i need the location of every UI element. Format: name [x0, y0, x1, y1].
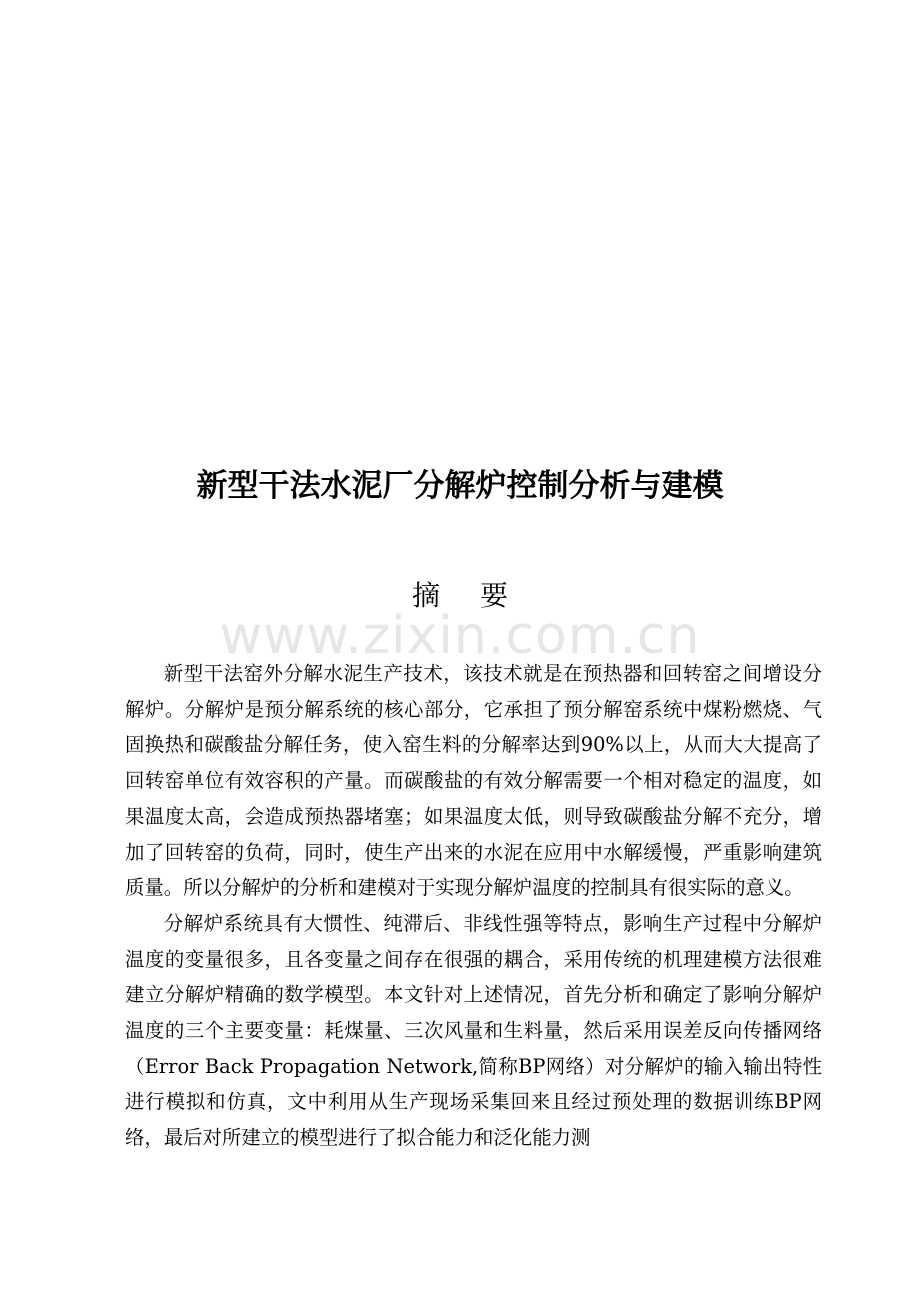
watermark-text: www.zixin.com.cn — [219, 606, 701, 666]
abstract-body — [125, 656, 822, 1156]
abstract-paragraph-2: 分解炉系统具有大惯性、纯滞后、非线性强等特点，影响生产过程中分解炉温度的变量很多，且各变量之间存在很强的耦合，采用传统的机理建模方法很难建立分解炉精确的数学模型。本文针对上述情况，首先分析和确定了影响分解炉温度的三个主要变量：耗煤量、三次风量和生料量，然后采用误差反向传播网络（Error Back Propagation Network,简称BP网络）对分解炉的输入输出特性进行模拟和仿真，文中利用从生产现场采集回来且经过预处理的数据训练BP网络，最后对所建立的模型进行了拟合能力和泛化能力测 — [125, 911, 822, 1150]
document-title: 新型干法水泥厂分解炉控制分析与建模 — [196, 468, 724, 504]
abstract-paragraph-1: 新型干法窑外分解水泥生产技术，该技术就是在预热器和回转窑之间增设分解炉。分解炉是预分解系统的核心部分，它承担了预分解窑系统中煤粉燃烧、气固换热和碳酸盐分解任务，使入窑生料的分解率达到90%以上，从而大大提高了回转窑单位有效容积的产量。而碳酸盐的有效分解需要一个相对稳定的温度，如果温度太高，会造成预热器堵塞；如果温度太低，则导致碳酸盐分解不充分，增加了回转窑的负荷，同时，使生产出来的水泥在应用中水解缓慢，严重影响建筑质量。所以分解炉的分析和建模对于实现分解炉温度的控制具有很实际的意义。 — [125, 662, 822, 900]
abstract-heading: 摘要 — [411, 579, 548, 612]
